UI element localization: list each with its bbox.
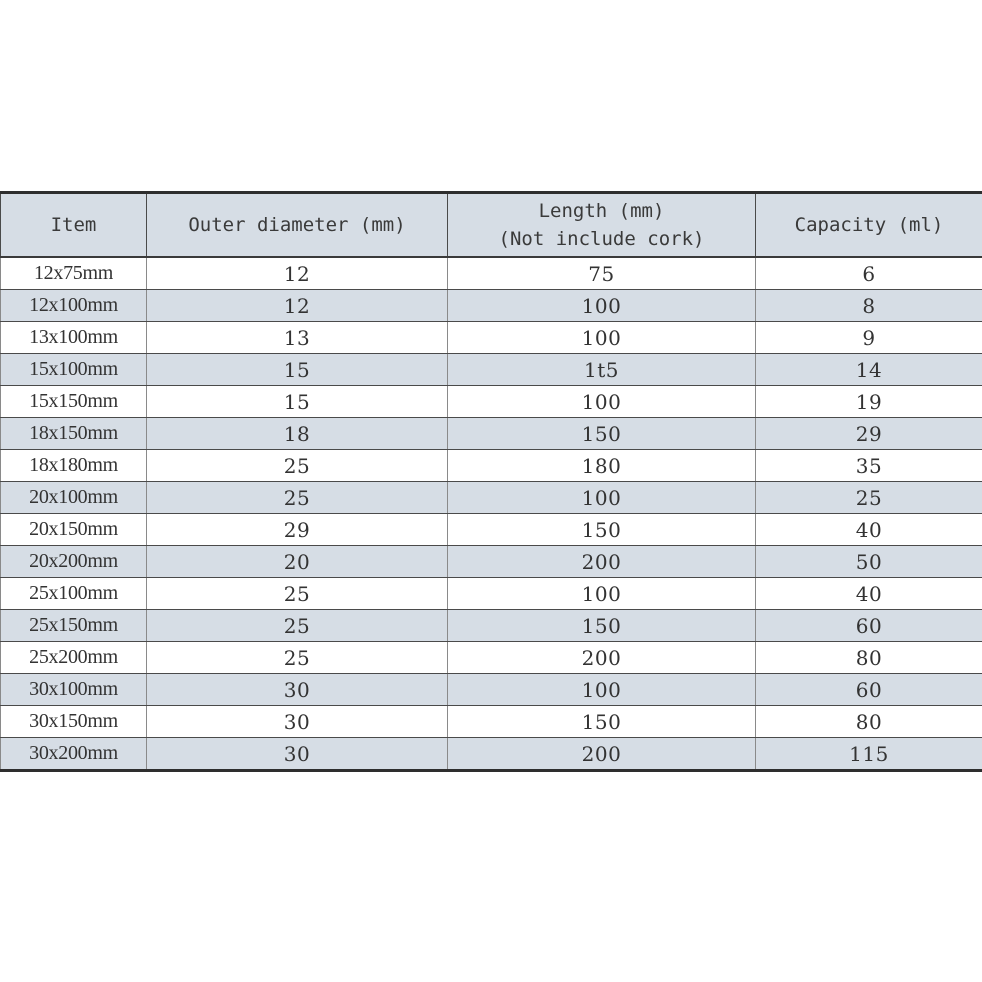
cell-diameter: 13 — [147, 322, 448, 354]
cell-diameter: 25 — [147, 610, 448, 642]
cell-capacity: 115 — [756, 738, 982, 771]
table-row — [1, 642, 982, 674]
cell-item: 25x100mm — [1, 578, 147, 610]
table-row — [1, 322, 982, 354]
cell-capacity: 35 — [756, 450, 982, 482]
cell-diameter: 12 — [147, 290, 448, 322]
cell-length: 100 — [448, 322, 756, 354]
table-row — [1, 674, 982, 706]
cell-length: 180 — [448, 450, 756, 482]
cell-item: 12x100mm — [1, 290, 147, 322]
cell-diameter: 29 — [147, 514, 448, 546]
cell-length: 100 — [448, 386, 756, 418]
cell-diameter: 20 — [147, 546, 448, 578]
cell-capacity: 14 — [756, 354, 982, 386]
header-length — [448, 193, 756, 258]
cell-diameter: 25 — [147, 450, 448, 482]
table-row — [1, 546, 982, 578]
cell-diameter: 12 — [147, 257, 448, 290]
header-row — [1, 193, 982, 258]
cell-diameter: 30 — [147, 674, 448, 706]
header-capacity: Capacity (ml) — [756, 193, 982, 258]
cell-diameter: 25 — [147, 642, 448, 674]
cell-capacity: 6 — [756, 257, 982, 290]
cell-item: 18x180mm — [1, 450, 147, 482]
table-header — [1, 193, 982, 258]
cell-length: 100 — [448, 674, 756, 706]
cell-capacity: 8 — [756, 290, 982, 322]
table-row — [1, 610, 982, 642]
table-row — [1, 450, 982, 482]
cell-length: 100 — [448, 290, 756, 322]
cell-item: 12x75mm — [1, 257, 147, 290]
cell-length: 75 — [448, 257, 756, 290]
cell-diameter: 30 — [147, 706, 448, 738]
header-outer-diameter: Outer diameter (mm) — [147, 193, 448, 258]
table-row — [1, 578, 982, 610]
cell-diameter: 18 — [147, 418, 448, 450]
cell-diameter: 30 — [147, 738, 448, 771]
table-row — [1, 738, 982, 771]
cell-length: 150 — [448, 610, 756, 642]
cell-capacity: 80 — [756, 706, 982, 738]
cell-item: 13x100mm — [1, 322, 147, 354]
cell-capacity: 19 — [756, 386, 982, 418]
cell-item: 30x100mm — [1, 674, 147, 706]
table-row — [1, 290, 982, 322]
cell-item: 18x150mm — [1, 418, 147, 450]
cell-length: 1t5 — [448, 354, 756, 386]
cell-diameter: 15 — [147, 354, 448, 386]
table-row — [1, 257, 982, 290]
cell-diameter: 15 — [147, 386, 448, 418]
spec-table — [0, 191, 982, 772]
cell-capacity: 25 — [756, 482, 982, 514]
cell-length: 150 — [448, 418, 756, 450]
cell-length: 200 — [448, 738, 756, 771]
cell-item: 30x200mm — [1, 738, 147, 771]
table-row — [1, 514, 982, 546]
table-row — [1, 482, 982, 514]
header-length-line1: Length (mm) — [538, 200, 665, 222]
cell-capacity: 80 — [756, 642, 982, 674]
cell-length: 200 — [448, 642, 756, 674]
cell-capacity: 40 — [756, 514, 982, 546]
table-row — [1, 418, 982, 450]
cell-capacity: 9 — [756, 322, 982, 354]
cell-capacity: 60 — [756, 674, 982, 706]
cell-item: 15x100mm — [1, 354, 147, 386]
cell-capacity: 40 — [756, 578, 982, 610]
table-row — [1, 354, 982, 386]
cell-length: 150 — [448, 514, 756, 546]
cell-diameter: 25 — [147, 578, 448, 610]
table-row — [1, 386, 982, 418]
cell-capacity: 50 — [756, 546, 982, 578]
cell-item: 30x150mm — [1, 706, 147, 738]
table-body — [1, 257, 982, 771]
cell-item: 20x150mm — [1, 514, 147, 546]
cell-item: 25x200mm — [1, 642, 147, 674]
cell-item: 25x150mm — [1, 610, 147, 642]
table-row — [1, 706, 982, 738]
cell-length: 100 — [448, 578, 756, 610]
cell-item: 15x150mm — [1, 386, 147, 418]
cell-item: 20x100mm — [1, 482, 147, 514]
cell-length: 100 — [448, 482, 756, 514]
header-item: Item — [1, 193, 147, 258]
cell-item: 20x200mm — [1, 546, 147, 578]
cell-length: 200 — [448, 546, 756, 578]
cell-length: 150 — [448, 706, 756, 738]
cell-capacity: 29 — [756, 418, 982, 450]
cell-diameter: 25 — [147, 482, 448, 514]
header-length-line2: (Not include cork) — [498, 228, 705, 250]
cell-capacity: 60 — [756, 610, 982, 642]
